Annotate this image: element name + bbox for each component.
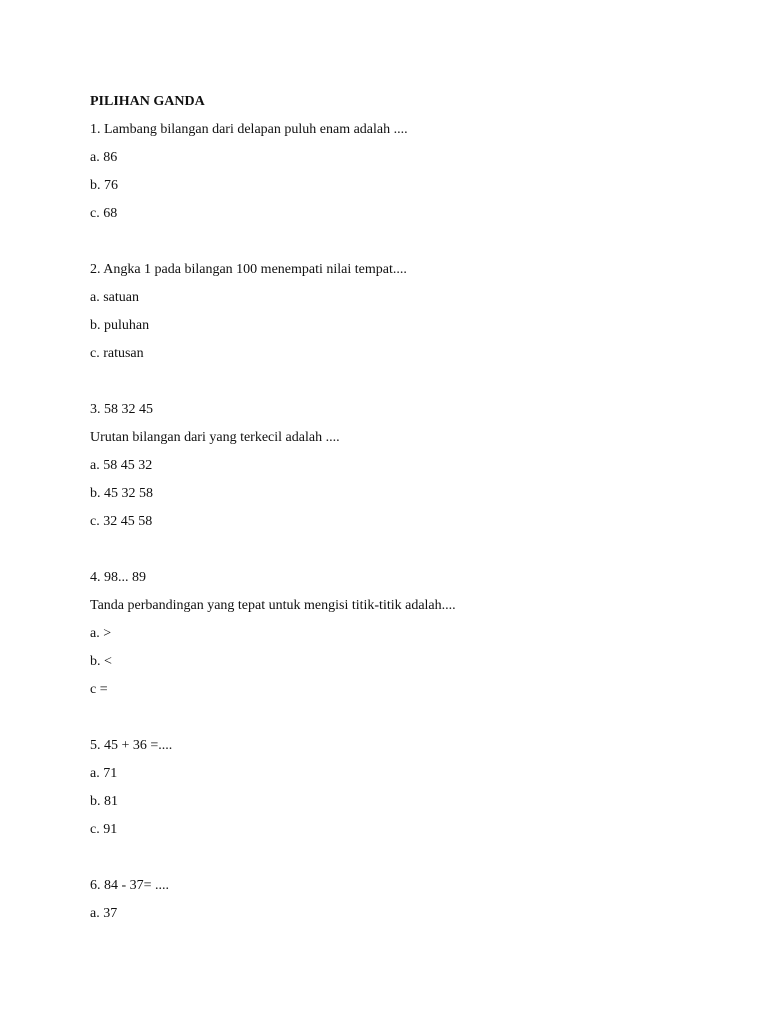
question-4-instruction: Tanda perbandingan yang tepat untuk mengisi titik-titik adalah.... — [90, 598, 456, 613]
question-3-option-c: c. 32 45 58 — [90, 514, 153, 529]
question-6-option-a: a. 37 — [90, 906, 118, 921]
question-3-text: 3. 58 32 45 — [90, 402, 153, 417]
question-4-option-b: b. < — [90, 654, 112, 669]
question-5-option-a: a. 71 — [90, 766, 118, 781]
worksheet-page — [90, 88, 730, 928]
question-1-option-a: a. 86 — [90, 150, 118, 165]
spacer — [90, 228, 730, 256]
section-title: PILIHAN GANDA — [90, 94, 205, 109]
question-4 — [90, 564, 730, 704]
question-2-text: 2. Angka 1 pada bilangan 100 menempati nilai tempat.... — [90, 262, 407, 277]
question-4-option-c: c = — [90, 682, 108, 697]
spacer — [90, 704, 730, 732]
question-6 — [90, 872, 730, 928]
question-5-option-c: c. 91 — [90, 822, 118, 837]
question-5-text: 5. 45 + 36 =.... — [90, 738, 173, 753]
spacer — [90, 536, 730, 564]
question-4-option-a: a. > — [90, 626, 112, 641]
question-2 — [90, 256, 730, 368]
spacer — [90, 844, 730, 872]
spacer — [90, 368, 730, 396]
question-1-text: 1. Lambang bilangan dari delapan puluh enam adalah .... — [90, 122, 408, 137]
question-1-option-c: c. 68 — [90, 206, 118, 221]
question-3-instruction: Urutan bilangan dari yang terkecil adalah .... — [90, 430, 340, 445]
question-1 — [90, 116, 730, 228]
question-5-option-b: b. 81 — [90, 794, 118, 809]
question-4-text: 4. 98... 89 — [90, 570, 146, 585]
question-3 — [90, 396, 730, 536]
question-2-option-a: a. satuan — [90, 290, 139, 305]
question-2-option-c: c. ratusan — [90, 346, 144, 361]
question-2-option-b: b. puluhan — [90, 318, 150, 333]
question-3-option-a: a. 58 45 32 — [90, 458, 153, 473]
question-6-text: 6. 84 - 37= .... — [90, 878, 170, 893]
question-5 — [90, 732, 730, 844]
question-3-option-b: b. 45 32 58 — [90, 486, 153, 501]
question-1-option-b: b. 76 — [90, 178, 118, 193]
